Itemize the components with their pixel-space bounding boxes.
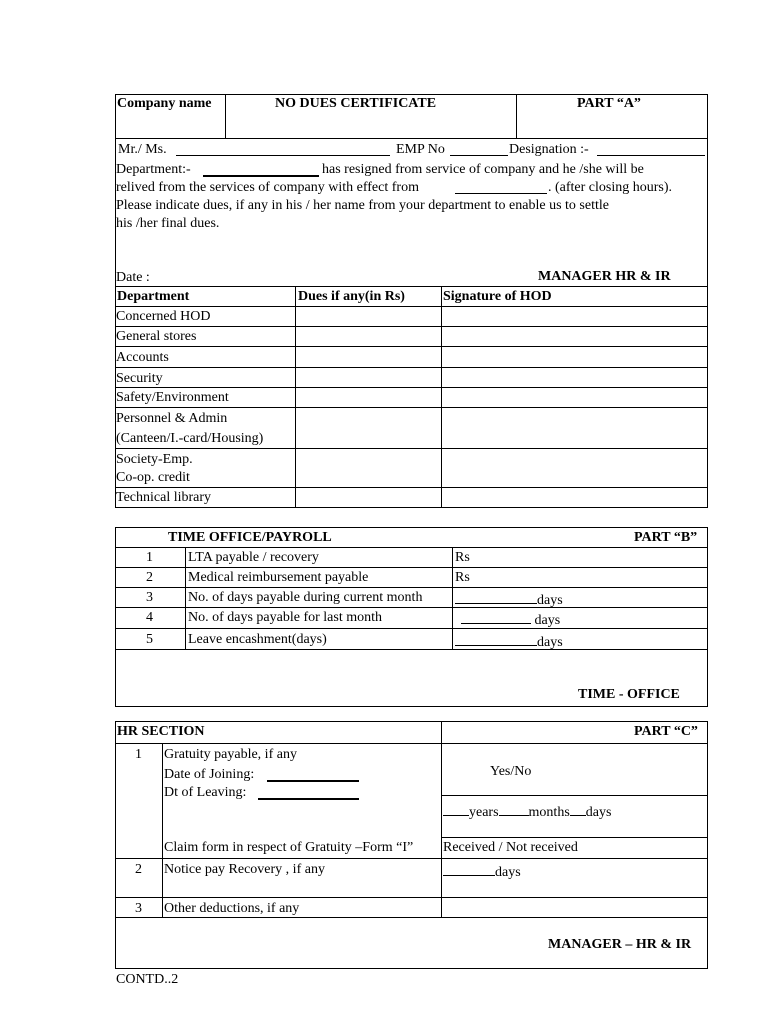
instructions-text: Please indicate dues, if any in his / her name from your department to enable us to settle (116, 198, 609, 213)
divider (115, 628, 708, 629)
name-field[interactable] (176, 143, 390, 160)
final-dues-text: his /her final dues. (116, 216, 220, 231)
table-row: Personnel & Admin (116, 411, 228, 426)
row-number: 1 (135, 747, 142, 762)
other-deductions-label: Other deductions, if any (164, 901, 300, 916)
divider (115, 306, 708, 307)
dol-label: Dt of Leaving: (164, 785, 247, 800)
doj-field[interactable] (267, 768, 359, 786)
table-row: LTA payable / recovery (188, 550, 319, 565)
medical-value: Rs (455, 570, 470, 585)
divider (441, 837, 708, 838)
part-b-title: TIME OFFICE/PAYROLL (168, 530, 332, 545)
gratuity-yes-no[interactable]: Yes/No (490, 764, 532, 779)
resignation-text: has resigned from service of company and he /she will be (322, 162, 644, 177)
table-row: Leave encashment(days) (188, 632, 327, 647)
row-number: 3 (135, 901, 142, 916)
table-row: Technical library (116, 490, 212, 505)
divider (115, 858, 708, 859)
service-duration-field[interactable]: years months days (443, 803, 611, 820)
table-row: Co-op. credit (116, 470, 190, 485)
divider (115, 547, 708, 548)
row-number: 3 (146, 590, 153, 605)
row-number: 4 (146, 610, 153, 625)
table-header-dues: Dues if any(in Rs) (298, 289, 405, 304)
divider (441, 286, 442, 508)
table-row: No. of days payable during current month (188, 590, 423, 605)
department-label: Department:- (116, 162, 191, 177)
divider (516, 94, 517, 139)
divider (162, 743, 163, 918)
manager-signature-label: MANAGER HR & IR (538, 269, 671, 284)
divider (115, 487, 708, 488)
emp-no-field[interactable] (450, 143, 508, 160)
table-row: (Canteen/I.-card/Housing) (116, 431, 264, 446)
table-header-department: Department (117, 289, 190, 304)
divider (115, 448, 708, 449)
closing-hours-text: . (after closing hours). (548, 180, 673, 195)
company-name-label: Company name (117, 96, 212, 111)
part-c-label: PART “C” (634, 724, 698, 739)
part-c-title: HR SECTION (117, 724, 205, 739)
divider (115, 587, 708, 588)
divider (115, 649, 708, 650)
divider (115, 138, 708, 139)
divider (225, 94, 226, 139)
notice-days-field[interactable]: days (443, 863, 521, 880)
received-status[interactable]: Received / Not received (443, 840, 578, 855)
current-month-days-field[interactable]: days (455, 591, 563, 608)
row-number: 2 (135, 862, 142, 877)
row-number: 1 (146, 550, 153, 565)
mr-ms-label: Mr./ Ms. (118, 142, 167, 157)
divider (115, 567, 708, 568)
table-row: General stores (116, 329, 197, 344)
claim-form-label: Claim form in respect of Gratuity –Form “I” (164, 840, 414, 855)
row-number: 5 (146, 632, 153, 647)
table-row: Security (116, 371, 163, 386)
table-row: No. of days payable for last month (188, 610, 383, 625)
table-row: Accounts (116, 350, 169, 365)
designation-field[interactable] (597, 143, 705, 160)
date-label: Date : (116, 270, 150, 285)
table-header-signature: Signature of HOD (443, 289, 552, 304)
divider (185, 547, 186, 649)
divider (115, 367, 708, 368)
last-month-days-field[interactable]: days (461, 611, 560, 628)
divider (452, 547, 453, 649)
notice-pay-label: Notice pay Recovery , if any (164, 862, 325, 877)
table-row: Safety/Environment (116, 390, 229, 405)
table-row: Concerned HOD (116, 309, 211, 324)
certificate-title: NO DUES CERTIFICATE (275, 96, 437, 111)
divider (115, 743, 708, 744)
part-a-label: PART “A” (577, 96, 641, 111)
continued-footer: CONTD..2 (116, 972, 179, 987)
part-b-label: PART “B” (634, 530, 698, 545)
divider (115, 346, 708, 347)
relieved-text: relived from the services of company with effect from (116, 180, 419, 195)
divider (441, 721, 442, 918)
time-office-signoff: TIME - OFFICE (578, 687, 680, 702)
divider (115, 326, 708, 327)
doj-label: Date of Joining: (164, 767, 255, 782)
row-number: 2 (146, 570, 153, 585)
table-row: Medical reimbursement payable (188, 570, 369, 585)
table-row: Society-Emp. (116, 452, 193, 467)
divider (115, 387, 708, 388)
effective-date-field[interactable] (455, 181, 547, 198)
divider (441, 795, 708, 796)
hr-manager-signoff: MANAGER – HR & IR (548, 937, 692, 952)
lta-value: Rs (455, 550, 470, 565)
divider (115, 917, 708, 918)
leave-encashment-days-field[interactable]: days (455, 633, 563, 650)
divider (295, 286, 296, 508)
gratuity-label: Gratuity payable, if any (164, 747, 297, 762)
dol-field[interactable] (258, 786, 359, 804)
department-field[interactable] (203, 163, 319, 181)
divider (115, 897, 708, 898)
divider (115, 286, 708, 287)
emp-no-label: EMP No (396, 142, 445, 157)
designation-label: Designation :- (509, 142, 589, 157)
divider (115, 407, 708, 408)
divider (115, 607, 708, 608)
